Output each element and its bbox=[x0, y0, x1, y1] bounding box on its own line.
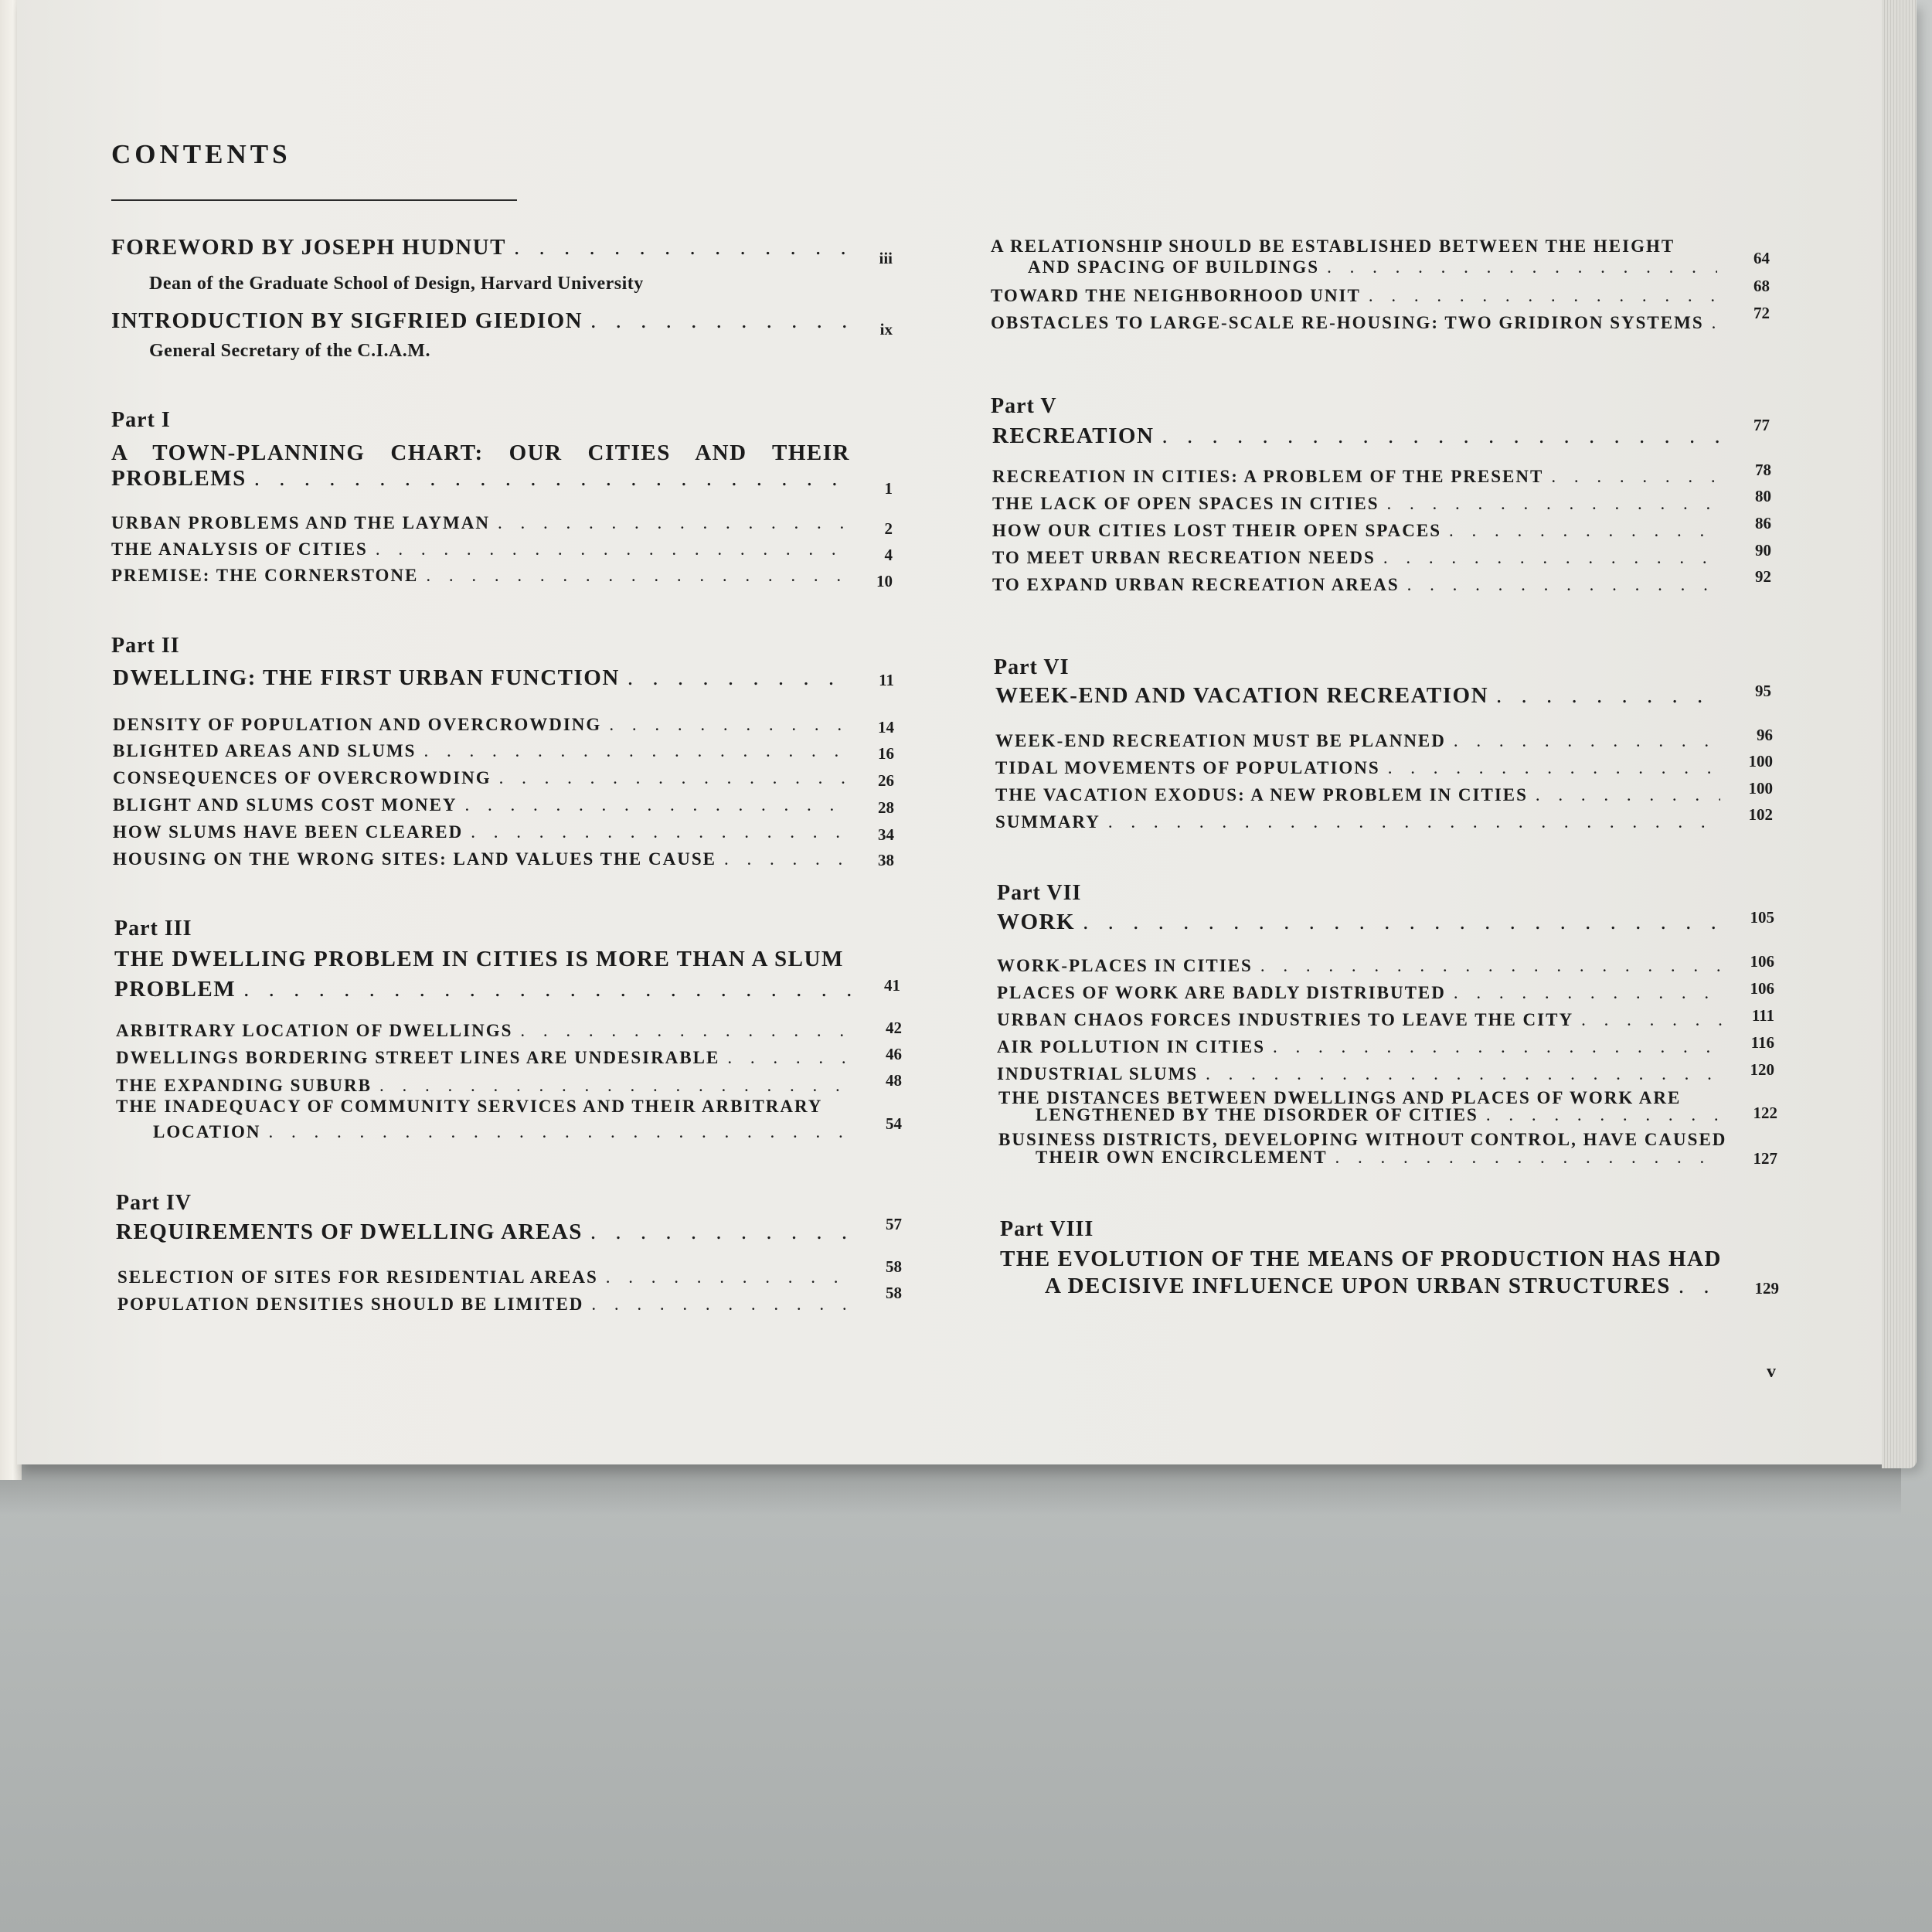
page-number: 72 bbox=[1753, 304, 1770, 322]
entry-title: TO MEET URBAN RECREATION NEEDS bbox=[992, 548, 1376, 567]
page-number: 120 bbox=[1750, 1060, 1774, 1079]
entry-title: SUMMARY bbox=[995, 812, 1100, 832]
part-title bbox=[1045, 1274, 1728, 1299]
page-number: 38 bbox=[878, 851, 894, 869]
part-title-line: THE DWELLING PROBLEM IN CITIES IS MORE THAN A SLUM bbox=[114, 947, 844, 971]
entry-title: THE EXPANDING SUBURB bbox=[116, 1076, 372, 1095]
entry-title: DWELLING: THE FIRST URBAN FUNCTION bbox=[113, 665, 620, 690]
toc-entry bbox=[997, 1064, 1726, 1084]
page-number: 28 bbox=[878, 798, 894, 817]
page-number: 80 bbox=[1755, 487, 1771, 505]
leader-dots bbox=[1260, 956, 1722, 976]
entry-title: LOCATION bbox=[153, 1122, 261, 1141]
heading-rule bbox=[111, 199, 517, 201]
toc-entry bbox=[997, 1010, 1726, 1030]
toc-entry bbox=[992, 575, 1723, 595]
leader-dots bbox=[1206, 1064, 1722, 1084]
leader-dots bbox=[514, 235, 849, 260]
leader-dots bbox=[1162, 423, 1719, 449]
page-number: 95 bbox=[1755, 682, 1771, 700]
toc-entry bbox=[116, 1021, 856, 1041]
leader-dots bbox=[471, 822, 850, 842]
page-number: 10 bbox=[876, 572, 893, 590]
leader-dots bbox=[1449, 521, 1719, 541]
entry-title: BLIGHT AND SLUMS COST MONEY bbox=[113, 795, 457, 815]
leader-dots bbox=[1383, 548, 1719, 568]
leader-dots bbox=[498, 513, 849, 533]
leader-dots bbox=[1679, 1274, 1723, 1299]
entry-title: WORK-PLACES IN CITIES bbox=[997, 956, 1253, 975]
page-number: 127 bbox=[1753, 1149, 1777, 1168]
leader-dots bbox=[727, 1048, 852, 1068]
entry-title: TIDAL MOVEMENTS OF POPULATIONS bbox=[995, 758, 1380, 777]
toc-entry bbox=[991, 286, 1722, 306]
leader-dots bbox=[1496, 683, 1720, 709]
page-number: 58 bbox=[886, 1284, 902, 1302]
leader-dots bbox=[423, 741, 850, 761]
toc-entry bbox=[995, 812, 1725, 832]
entry-title: URBAN PROBLEMS AND THE LAYMAN bbox=[111, 513, 490, 532]
entry-title: THE LACK OF OPEN SPACES IN CITIES bbox=[992, 494, 1379, 513]
entry-title: AIR POLLUTION IN CITIES bbox=[997, 1037, 1265, 1056]
page-number: 77 bbox=[1753, 416, 1770, 434]
page-number: 92 bbox=[1755, 567, 1771, 586]
toc-entry bbox=[992, 494, 1723, 514]
page-number: iii bbox=[879, 249, 893, 267]
leader-dots bbox=[590, 308, 849, 334]
page-number: 78 bbox=[1755, 461, 1771, 479]
leader-dots bbox=[1407, 575, 1719, 595]
toc-entry bbox=[111, 513, 853, 533]
toc-entry-foreword bbox=[111, 235, 853, 260]
entry-title: A DECISIVE INFLUENCE UPON URBAN STRUCTURES bbox=[1045, 1274, 1671, 1298]
page-number: ix bbox=[879, 320, 893, 338]
page-number: 4 bbox=[884, 546, 893, 564]
entry-title: URBAN CHAOS FORCES INDUSTRIES TO LEAVE THE CITY bbox=[997, 1010, 1574, 1029]
entry-title: OBSTACLES TO LARGE-SCALE RE-HOUSING: TWO GRIDIRON SYSTEMS bbox=[991, 313, 1704, 332]
entry-title: POPULATION DENSITIES SHOULD BE LIMITED bbox=[117, 1294, 584, 1314]
page-number: 54 bbox=[886, 1114, 902, 1133]
entry-title: TOWARD THE NEIGHBORHOOD UNIT bbox=[991, 286, 1361, 305]
leader-dots bbox=[1712, 313, 1717, 333]
leader-dots bbox=[379, 1076, 852, 1096]
page-number: 64 bbox=[1753, 249, 1770, 267]
leader-dots bbox=[1369, 286, 1717, 306]
part-title bbox=[995, 683, 1725, 709]
leader-dots bbox=[1108, 812, 1720, 832]
toc-entry bbox=[992, 548, 1723, 568]
entry-title: DWELLINGS BORDERING STREET LINES ARE UNDESIRABLE bbox=[116, 1048, 720, 1067]
entry-title: PROBLEMS bbox=[111, 466, 247, 491]
entry-title: DENSITY OF POPULATION AND OVERCROWDING bbox=[113, 715, 602, 734]
entry-title: BLIGHTED AREAS AND SLUMS bbox=[113, 741, 417, 760]
toc-entry bbox=[116, 1076, 856, 1096]
entry-title: PROBLEM bbox=[114, 977, 236, 1002]
page-number: 129 bbox=[1754, 1279, 1779, 1298]
leader-dots bbox=[465, 795, 850, 815]
leader-dots bbox=[1486, 1105, 1722, 1125]
toc-entry bbox=[995, 731, 1725, 751]
part-title-line: THE EVOLUTION OF THE MEANS OF PRODUCTION HAS HAD bbox=[1000, 1247, 1722, 1271]
part-label: Part I bbox=[111, 408, 171, 432]
entry-title: SELECTION OF SITES FOR RESIDENTIAL AREAS bbox=[117, 1267, 598, 1287]
toc-entry bbox=[111, 566, 853, 586]
entry-title: FOREWORD BY JOSEPH HUDNUT bbox=[111, 235, 506, 260]
entry-title: WORK bbox=[997, 910, 1076, 934]
page-number: 42 bbox=[886, 1019, 902, 1037]
entry-title: AND SPACING OF BUILDINGS bbox=[1028, 257, 1320, 277]
page-number: 68 bbox=[1753, 277, 1770, 295]
entry-title: WEEK-END AND VACATION RECREATION bbox=[995, 683, 1489, 708]
entry-title: HOW SLUMS HAVE BEEN CLEARED bbox=[113, 822, 464, 842]
leader-dots bbox=[1083, 910, 1722, 935]
toc-entry bbox=[995, 758, 1725, 778]
page-number: 16 bbox=[878, 744, 894, 763]
entry-title: PLACES OF WORK ARE BADLY DISTRIBUTED bbox=[997, 983, 1446, 1002]
page-number: 105 bbox=[1750, 908, 1774, 927]
page-number: 2 bbox=[884, 519, 893, 538]
toc-entry bbox=[1028, 257, 1722, 277]
entry-title: HOW OUR CITIES LOST THEIR OPEN SPACES bbox=[992, 521, 1441, 540]
toc-entry-line: A RELATIONSHIP SHOULD BE ESTABLISHED BETWEEN THE HEIGHT bbox=[991, 236, 1675, 256]
toc-entry bbox=[1036, 1148, 1726, 1168]
part-title bbox=[111, 466, 853, 492]
page-number: 111 bbox=[1751, 1006, 1774, 1025]
toc-entry-line: THE INADEQUACY OF COMMUNITY SERVICES AND THEIR ARBITRARY bbox=[116, 1097, 823, 1116]
page-number: 102 bbox=[1748, 805, 1773, 824]
part-label: Part III bbox=[114, 917, 192, 940]
toc-entry bbox=[113, 795, 855, 815]
leader-dots bbox=[243, 977, 853, 1002]
toc-entry bbox=[113, 768, 855, 788]
toc-entry bbox=[116, 1048, 856, 1068]
toc-entry bbox=[997, 983, 1726, 1003]
entry-title: WEEK-END RECREATION MUST BE PLANNED bbox=[995, 731, 1446, 750]
toc-entry bbox=[113, 849, 855, 869]
toc-entry bbox=[113, 715, 855, 735]
entry-title: THE ANALYSIS OF CITIES bbox=[111, 539, 368, 559]
leader-dots bbox=[376, 539, 849, 560]
contents-heading: CONTENTS bbox=[111, 139, 291, 169]
leader-dots bbox=[1454, 731, 1720, 751]
entry-title: RECREATION bbox=[992, 423, 1155, 448]
part-title bbox=[114, 977, 858, 1002]
part-label: Part VI bbox=[994, 655, 1070, 679]
leader-dots bbox=[1581, 1010, 1722, 1030]
leader-dots bbox=[254, 466, 849, 492]
page-number: 100 bbox=[1748, 779, 1773, 798]
entry-subtitle: General Secretary of the C.I.A.M. bbox=[149, 341, 430, 361]
page-stack-edge bbox=[1882, 0, 1917, 1468]
entry-title: LENGTHENED BY THE DISORDER OF CITIES bbox=[1036, 1105, 1478, 1124]
leader-dots bbox=[724, 849, 850, 869]
page-number: 96 bbox=[1757, 726, 1773, 744]
part-title bbox=[113, 665, 855, 691]
leader-dots bbox=[1335, 1148, 1722, 1168]
toc-entry bbox=[992, 521, 1723, 541]
toc-entry bbox=[997, 1037, 1726, 1057]
part-label: Part VIII bbox=[1000, 1217, 1094, 1241]
leader-dots bbox=[591, 1294, 853, 1315]
entry-title: RECREATION IN CITIES: A PROBLEM OF THE PRESENT bbox=[992, 467, 1544, 486]
page-number: 46 bbox=[886, 1045, 902, 1063]
toc-entry bbox=[992, 467, 1723, 487]
toc-entry-line: BUSINESS DISTRICTS, DEVELOPING WITHOUT CONTROL, HAVE CAUSED bbox=[998, 1130, 1727, 1149]
toc-entry-introduction bbox=[111, 308, 853, 334]
page-number: 57 bbox=[886, 1215, 902, 1233]
entry-title: PREMISE: THE CORNERSTONE bbox=[111, 566, 419, 585]
page-number: 34 bbox=[878, 825, 894, 844]
page-number: 90 bbox=[1755, 541, 1771, 560]
entry-title: TO EXPAND URBAN RECREATION AREAS bbox=[992, 575, 1400, 594]
page-number: 106 bbox=[1750, 952, 1774, 971]
page-number: 1 bbox=[884, 479, 893, 498]
toc-entry bbox=[995, 785, 1725, 805]
part-title-line: A TOWN-PLANNING CHART: OUR CITIES AND THEIR bbox=[111, 440, 850, 465]
page-number: 106 bbox=[1750, 979, 1774, 998]
page-number: 100 bbox=[1748, 752, 1773, 770]
entry-title: CONSEQUENCES OF OVERCROWDING bbox=[113, 768, 492, 787]
leader-dots bbox=[1388, 758, 1720, 778]
entry-title: INTRODUCTION BY SIGFRIED GIEDION bbox=[111, 308, 583, 333]
toc-entry bbox=[117, 1294, 858, 1315]
page-folio: v bbox=[1767, 1362, 1776, 1382]
part-label: Part IV bbox=[116, 1191, 192, 1215]
leader-dots bbox=[426, 566, 849, 586]
part-label: Part II bbox=[111, 634, 180, 658]
part-title bbox=[992, 423, 1723, 449]
entry-title: ARBITRARY LOCATION OF DWELLINGS bbox=[116, 1021, 513, 1040]
leader-dots bbox=[628, 665, 850, 691]
page-number: 41 bbox=[884, 976, 900, 995]
toc-entry-line: THE DISTANCES BETWEEN DWELLINGS AND PLACES OF WORK ARE bbox=[998, 1088, 1682, 1107]
toc-entry bbox=[991, 313, 1722, 333]
leader-dots bbox=[1454, 983, 1722, 1003]
entry-title: THEIR OWN ENCIRCLEMENT bbox=[1036, 1148, 1328, 1167]
part-title bbox=[116, 1219, 858, 1245]
part-label: Part VII bbox=[997, 881, 1082, 905]
page-number: 26 bbox=[878, 771, 894, 790]
leader-dots bbox=[499, 768, 850, 788]
entry-title: INDUSTRIAL SLUMS bbox=[997, 1064, 1199, 1083]
leader-dots bbox=[1551, 467, 1719, 487]
leader-dots bbox=[1387, 494, 1719, 514]
page-number: 14 bbox=[878, 718, 894, 736]
toc-entry bbox=[153, 1122, 856, 1142]
entry-subtitle: Dean of the Graduate School of Design, Harvard University bbox=[149, 274, 644, 294]
part-title bbox=[997, 910, 1726, 935]
page-number: 11 bbox=[879, 671, 894, 689]
leader-dots bbox=[269, 1122, 852, 1142]
leader-dots bbox=[609, 715, 850, 735]
leader-dots bbox=[1327, 257, 1717, 277]
toc-entry bbox=[997, 956, 1726, 976]
page-number: 116 bbox=[1750, 1033, 1774, 1052]
toc-entry bbox=[117, 1267, 858, 1287]
toc-entry bbox=[111, 539, 853, 560]
entry-title: REQUIREMENTS OF DWELLING AREAS bbox=[116, 1219, 583, 1244]
leader-dots bbox=[606, 1267, 853, 1287]
leader-dots bbox=[590, 1219, 853, 1245]
entry-title: THE VACATION EXODUS: A NEW PROBLEM IN CITIES bbox=[995, 785, 1528, 804]
toc-entry bbox=[113, 741, 855, 761]
page-number: 58 bbox=[886, 1257, 902, 1276]
page-number: 122 bbox=[1753, 1104, 1777, 1122]
leader-dots bbox=[1273, 1037, 1722, 1057]
entry-title: HOUSING ON THE WRONG SITES: LAND VALUES THE CAUSE bbox=[113, 849, 716, 869]
part-label: Part V bbox=[991, 394, 1057, 418]
toc-entry bbox=[113, 822, 855, 842]
page-number: 48 bbox=[886, 1071, 902, 1090]
page-number: 86 bbox=[1755, 514, 1771, 532]
leader-dots bbox=[520, 1021, 852, 1041]
toc-entry bbox=[1036, 1105, 1726, 1125]
leader-dots bbox=[1536, 785, 1720, 805]
